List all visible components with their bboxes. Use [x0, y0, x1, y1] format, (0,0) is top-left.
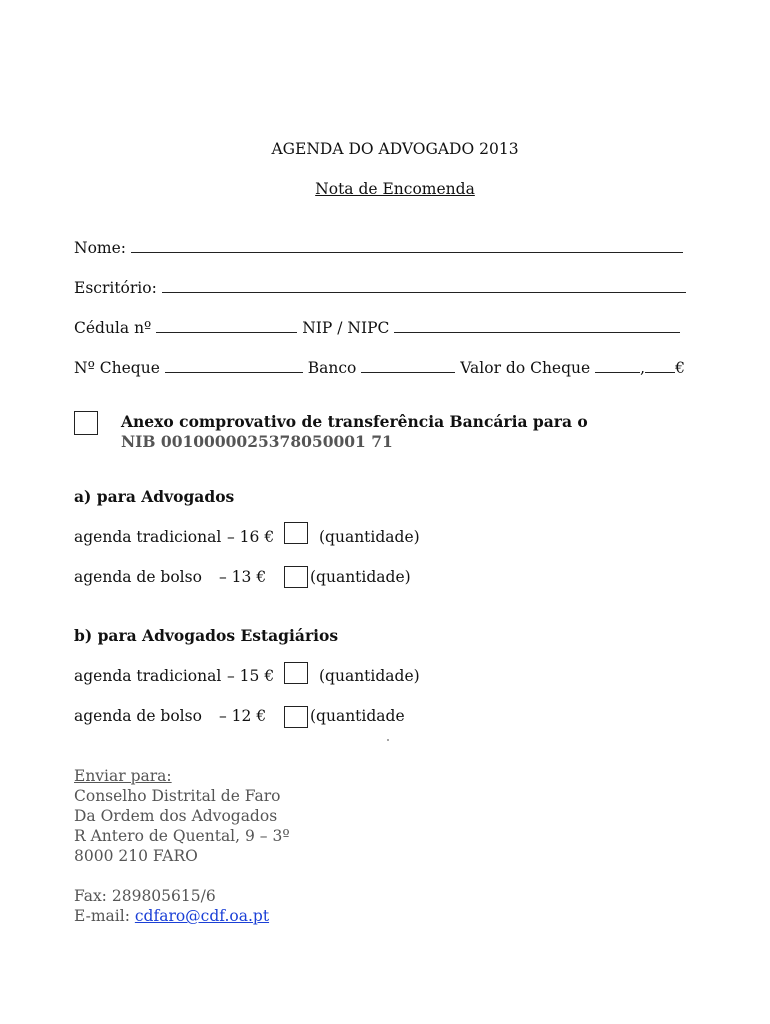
qty-label: (quantidade) — [319, 528, 420, 546]
fax-label: Fax: — [74, 887, 107, 905]
section-a-item-price: – 13 € — [219, 568, 267, 586]
escritorio-field[interactable] — [162, 278, 686, 293]
euro-symbol: € — [675, 359, 685, 377]
address-line: Conselho Distrital de Faro — [74, 787, 281, 805]
address-heading: Enviar para: — [74, 767, 172, 785]
qty-box-b-tradicional[interactable] — [284, 662, 308, 684]
section-b-item-label: agenda tradicional — [74, 667, 222, 685]
stray-dot — [387, 739, 389, 741]
nome-row — [74, 238, 683, 258]
banco-label: Banco — [307, 359, 357, 377]
qty-box-a-tradicional[interactable] — [284, 522, 308, 544]
nip-label: NIP / NIPC — [302, 319, 390, 337]
email-row — [74, 906, 269, 926]
anexo-line1: Anexo comprovativo de transferência Bancária para o — [121, 412, 588, 431]
section-a-item-price: – 16 € — [227, 528, 275, 546]
escritorio-label: Escritório: — [74, 279, 157, 297]
section-b-item-label: agenda de bolso — [74, 707, 202, 725]
anexo-checkbox[interactable] — [74, 411, 98, 435]
address-line: Da Ordem dos Advogados — [74, 807, 278, 825]
fax-number: 289805615/6 — [111, 887, 216, 905]
page-title: AGENDA DO ADVOGADO 2013 — [271, 140, 519, 158]
banco-field[interactable] — [361, 358, 455, 373]
escritorio-row — [74, 278, 686, 298]
valor-separator: , — [640, 359, 646, 377]
email-link[interactable]: cdfaro@cdf.oa.pt — [134, 907, 270, 925]
page-subtitle: Nota de Encomenda — [315, 180, 475, 198]
qty-label: (quantidade) — [310, 568, 411, 586]
cedula-field[interactable] — [156, 318, 297, 333]
qty-box-b-bolso[interactable] — [284, 706, 308, 728]
cheque-row — [74, 358, 685, 378]
email-label: E-mail: — [74, 907, 130, 925]
cedula-label: Cédula nº — [74, 319, 152, 337]
fax-row — [74, 886, 216, 906]
qty-label: (quantidade — [310, 707, 405, 725]
address-line: R Antero de Quental, 9 – 3º — [74, 827, 290, 845]
section-a-heading: a) para Advogados — [74, 487, 235, 506]
cheque-label: Nº Cheque — [74, 359, 160, 377]
nip-field[interactable] — [394, 318, 680, 333]
section-a-item-label: agenda de bolso — [74, 568, 202, 586]
cedula-row — [74, 318, 680, 338]
section-b-item-price: – 12 € — [219, 707, 267, 725]
section-a-item-label: agenda tradicional — [74, 528, 222, 546]
section-b-item-price: – 15 € — [227, 667, 275, 685]
cheque-field[interactable] — [165, 358, 303, 373]
nome-label: Nome: — [74, 239, 126, 257]
section-b-heading: b) para Advogados Estagiários — [74, 626, 339, 645]
qty-label: (quantidade) — [319, 667, 420, 685]
nome-field[interactable] — [131, 238, 683, 253]
valor-cents-field[interactable] — [645, 358, 675, 373]
valor-label: Valor do Cheque — [460, 359, 591, 377]
qty-box-a-bolso[interactable] — [284, 566, 308, 588]
valor-euros-field[interactable] — [595, 358, 640, 373]
anexo-nib: NIB 0010000025378050001 71 — [121, 432, 393, 451]
address-line: 8000 210 FARO — [74, 847, 198, 865]
